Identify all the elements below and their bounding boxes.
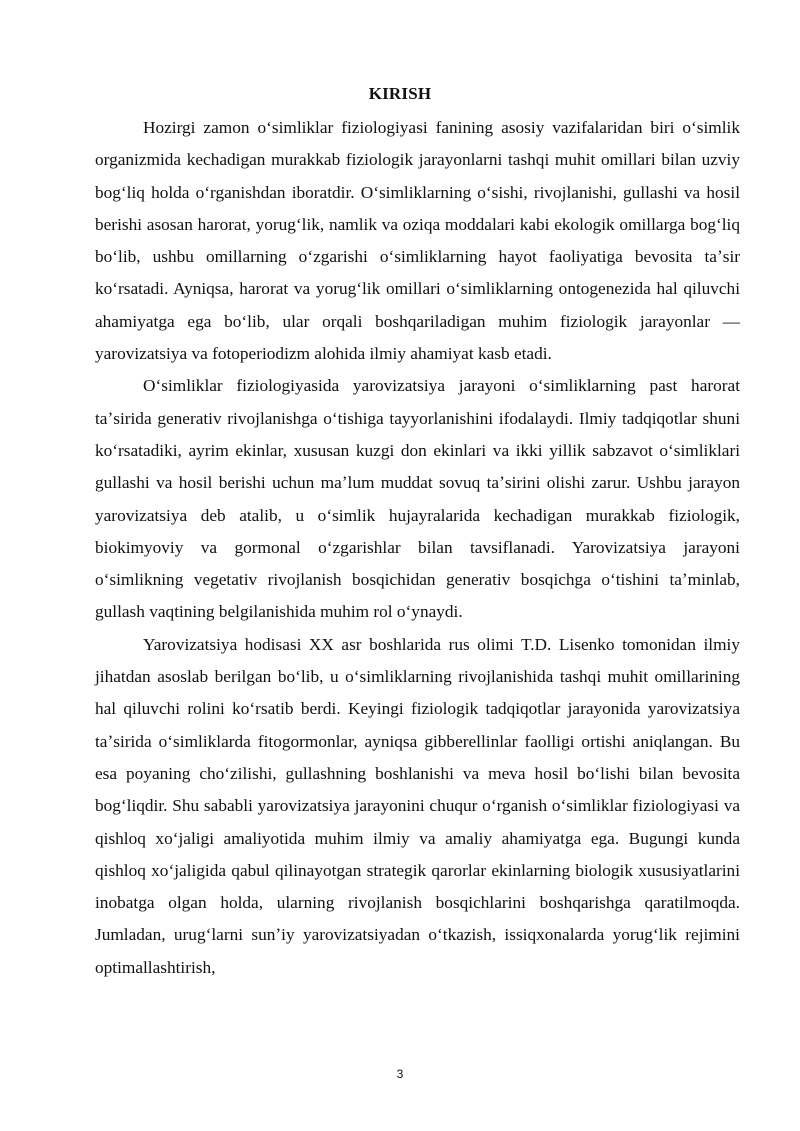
page-title: KIRISH <box>368 84 432 103</box>
paragraph: Yarovizatsiya hodisasi XX asr boshlarida rus olimi T.D. Lisenko tomonidan ilmiy jihatdan asoslab berilgan boʻlib, u oʻsimliklarning rivojlanishida tashqi muhit omillarining hal qiluvchi rolini koʻrsatib berdi. Keyingi fiziologik tadqiqotlar jarayonida yarovizatsiya taʼsirida oʻsimliklarda fitogormonlar, ayniqsa gibberellinlar faolligi ortishi aniqlangan. Bu esa poyaning choʻzilishi, gullashning boshlanishi va meva hosil boʻlishi bilan bevosita bogʻliqdir. Shu sababli yarovizatsiya jarayonini chuqur oʻrganish oʻsimliklar fiziologiyasi va qishloq xoʻjaligi amaliyotida muhim ilmiy va amaliy ahamiyatga ega. Bugungi kunda qishloq xoʻjaligida qabul qilinayotgan strategik qarorlar ekinlarning biologik xususiyatlarini inobatga olgan holda, ularning rivojlanish bosqichlarini boshqarishga qaratilmoqda. Jumladan, urugʻlarni sunʼiy yarovizatsiyadan oʻtkazish, issiqxonalarda yorugʻlik rejimini optimallashtirish, <box>95 634 740 977</box>
body-text <box>95 112 740 984</box>
page-number: 3 <box>396 1067 404 1081</box>
paragraph: Oʻsimliklar fiziologiyasida yarovizatsiya jarayoni oʻsimliklarning past harorat taʼsirida generativ rivojlanishga oʻtishiga tayyorlanishini ifodalaydi. Ilmiy tadqiqotlar shuni koʻrsatadiki, ayrim ekinlar, xususan kuzgi don ekinlari va ikki yillik sabzavot oʻsimliklari gullashi va hosil berishi uchun maʼlum muddat sovuq taʼsirini olishi zarur. Ushbu jarayon yarovizatsiya deb atalib, u oʻsimlik hujayralarida kechadigan murakkab fiziologik, biokimyoviy va gormonal oʻzgarishlar bilan tavsiflanadi. Yarovizatsiya jarayoni oʻsimlikning vegetativ rivojlanish bosqichidan generativ bosqichga oʻtishini taʼminlab, gullash vaqtining belgilanishida muhim rol oʻynaydi. <box>95 376 740 622</box>
paragraph: Hozirgi zamon oʻsimliklar fiziologiyasi fanining asosiy vazifalaridan biri oʻsimlik organizmida kechadigan murakkab fiziologik jarayonlarni tashqi muhit omillari bilan uzviy bogʻliq holda oʻrganishdan iboratdir. Oʻsimliklarning oʻsishi, rivojlanishi, gullashi va hosil berishi asosan harorat, yorugʻlik, namlik va oziqa moddalari kabi ekologik omillarga bogʻliq boʻlib, ushbu omillarning oʻzgarishi oʻsimliklarning hayot faoliyatiga bevosita taʼsir koʻrsatadi. Ayniqsa, harorat va yorugʻlik omillari oʻsimliklarning ontogenezida hal qiluvchi ahamiyatga ega boʻlib, ular orqali boshqariladigan muhim fiziologik jarayonlar — yarovizatsiya va fotoperiodizm alohida ilmiy ahamiyat kasb etadi. <box>95 118 740 364</box>
